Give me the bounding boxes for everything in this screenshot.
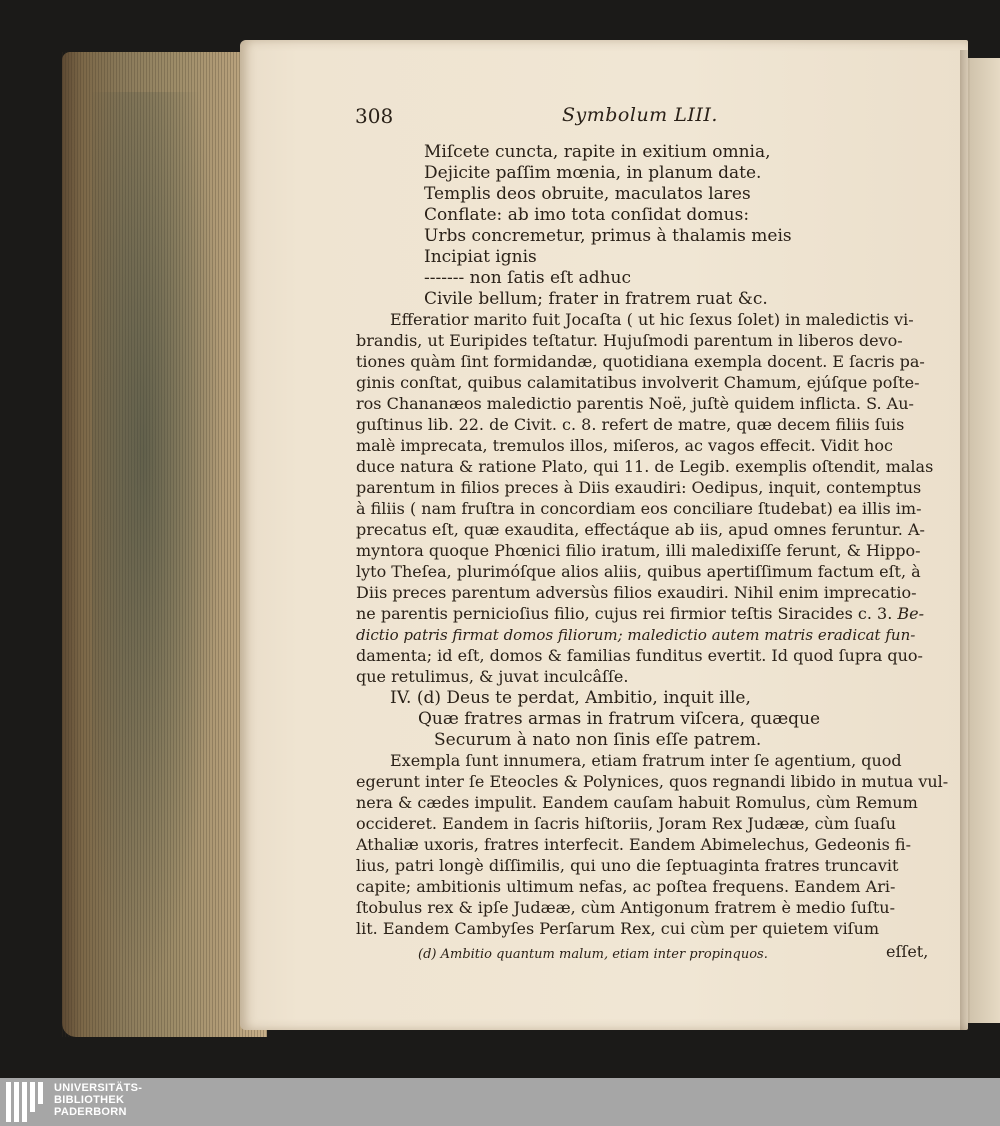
prose-line: ginis conſtat, quibus calamitatibus involverit Chamum, ejúſque poſte- (356, 373, 920, 392)
prose-line: precatus eſt, quæ exaudita, effectáque ab iis, apud omnes feruntur. A- (356, 520, 925, 539)
verse-line: ------- non ſatis eſt adhuc (424, 268, 631, 288)
logo-bar (14, 1082, 19, 1122)
prose-line: lyto Theſea, plurimóſque alios aliis, quibus apertiſſimum factum eſt, à (356, 562, 921, 581)
library-name-line: BIBLIOTHEK (54, 1094, 125, 1106)
verse-line: Conflate: ab imo tota conſidat domus: (424, 205, 750, 225)
library-logo-icon (6, 1082, 52, 1122)
running-head: Symbolum LIII. (562, 104, 718, 126)
verse-line: Dejicite paſſim mœnia, in planum date. (424, 163, 762, 183)
prose-line: que retulimus, & juvat inculcâſſe. (356, 667, 629, 686)
prose-line: damenta; id eſt, domos & familias funditus evertit. Id quod ſupra quo- (356, 646, 923, 665)
prose-line: Diis preces parentum adversùs filios exaudiri. Nihil enim imprecatio- (356, 583, 917, 602)
library-name-line: PADERBORN (54, 1106, 127, 1118)
prose-line: guſtinus lib. 22. de Civit. c. 8. refert de matre, quæ decem filiis ſuis (356, 415, 905, 434)
library-footer (0, 1078, 1000, 1126)
prose-line (356, 604, 924, 624)
footnote: (d) Ambitio quantum malum, etiam inter propinquos. (418, 947, 768, 962)
verse-line: Securum à nato non ſinis eſſe patrem. (434, 730, 762, 750)
page-gutter (960, 50, 970, 1030)
verse-line: Incipiat ignis (424, 247, 537, 267)
section-verse-line: IV. (d) Deus te perdat, Ambitio, inquit ille, (390, 688, 751, 708)
prose-line: duce natura & ratione Plato, qui 11. de Legib. exemplis oſtendit, malas (356, 457, 934, 476)
facing-page-sliver (968, 58, 1000, 1023)
verse-line: Civile bellum; frater in fratrem ruat &c. (424, 289, 768, 309)
prose-line: occideret. Eandem in ſacris hiſtoriis, Joram Rex Judææ, cùm ſuaſu (356, 814, 897, 833)
italic-quote-start: Be- (897, 604, 925, 623)
italic-quote-line: dictio patris firmat domos filiorum; maledictio autem matris eradicat fun- (356, 626, 916, 644)
prose-line: myntora quoque Phœnici filio iratum, illi maledixiſſe ferunt, & Hippo- (356, 541, 921, 560)
prose-line: tiones quàm ſint formidandæ, quotidiana exempla docent. E ſacris pa- (356, 352, 925, 371)
verse-line: Miſcete cuncta, rapite in exitium omnia, (424, 142, 771, 162)
edge-stain (92, 92, 222, 992)
prose-line: ſtobulus rex & ipſe Judææ, cùm Antigonum fratrem è medio ſuſtu- (356, 898, 895, 917)
logo-bar (6, 1082, 11, 1122)
prose-text: ne parentis pernicioſius filio, cujus rei firmior teſtis Siracides c. 3. (356, 604, 893, 623)
prose-line: à filiis ( nam fruſtra in concordiam eos conciliare ſtudebat) ea illis im- (356, 499, 922, 518)
prose-line: malè imprecata, tremulos illos, miſeros, ac vagos effecit. Vidit hoc (356, 436, 893, 455)
logo-bar (30, 1082, 35, 1112)
verse-line: Urbs concremetur, primus à thalamis meis (424, 226, 792, 246)
prose-line: Athaliæ uxoris, fratres interfecit. Eandem Abimelechus, Gedeonis fi- (356, 835, 911, 854)
prose-line: lit. Eandem Cambyſes Perſarum Rex, cui cùm per quietem viſum (356, 919, 880, 938)
library-name-line: UNIVERSITÄTS- (54, 1082, 143, 1094)
prose-line: Efferatior marito fuit Jocaſta ( ut hic ſexus ſolet) in maledictis vi- (390, 310, 914, 329)
prose-line: Exempla ſunt innumera, etiam fratrum inter ſe agentium, quod (390, 751, 902, 770)
library-name (54, 1082, 142, 1118)
prose-line: ros Chananæos maledictio parentis Noë, juſtè quidem inflicta. S. Au- (356, 394, 914, 413)
book-fore-edge (62, 52, 267, 1037)
prose-line: egerunt inter ſe Eteocles & Polynices, quos regnandi libido in mutua vul- (356, 772, 949, 791)
prose-line: capite; ambitionis ultimum nefas, ac poſtea frequens. Eandem Ari- (356, 877, 896, 896)
page-number: 308 (355, 104, 394, 128)
prose-line: nera & cædes impulit. Eandem cauſam habuit Romulus, cùm Remum (356, 793, 918, 812)
logo-bar (38, 1082, 43, 1104)
logo-bar (22, 1082, 27, 1122)
prose-line: brandis, ut Euripides teſtatur. Hujuſmodi parentum in liberos devo- (356, 331, 903, 350)
prose-line: lius, patri longè diſſimilis, qui uno die ſeptuaginta fratres truncavit (356, 856, 899, 875)
verse-line: Quæ fratres armas in fratrum viſcera, quæque (418, 709, 821, 729)
verse-line: Templis deos obruite, maculatos lares (424, 184, 751, 204)
catchword: eſſet, (886, 942, 929, 961)
prose-line: parentum in filios preces à Diis exaudiri: Oedipus, inquit, contemptus (356, 478, 922, 497)
